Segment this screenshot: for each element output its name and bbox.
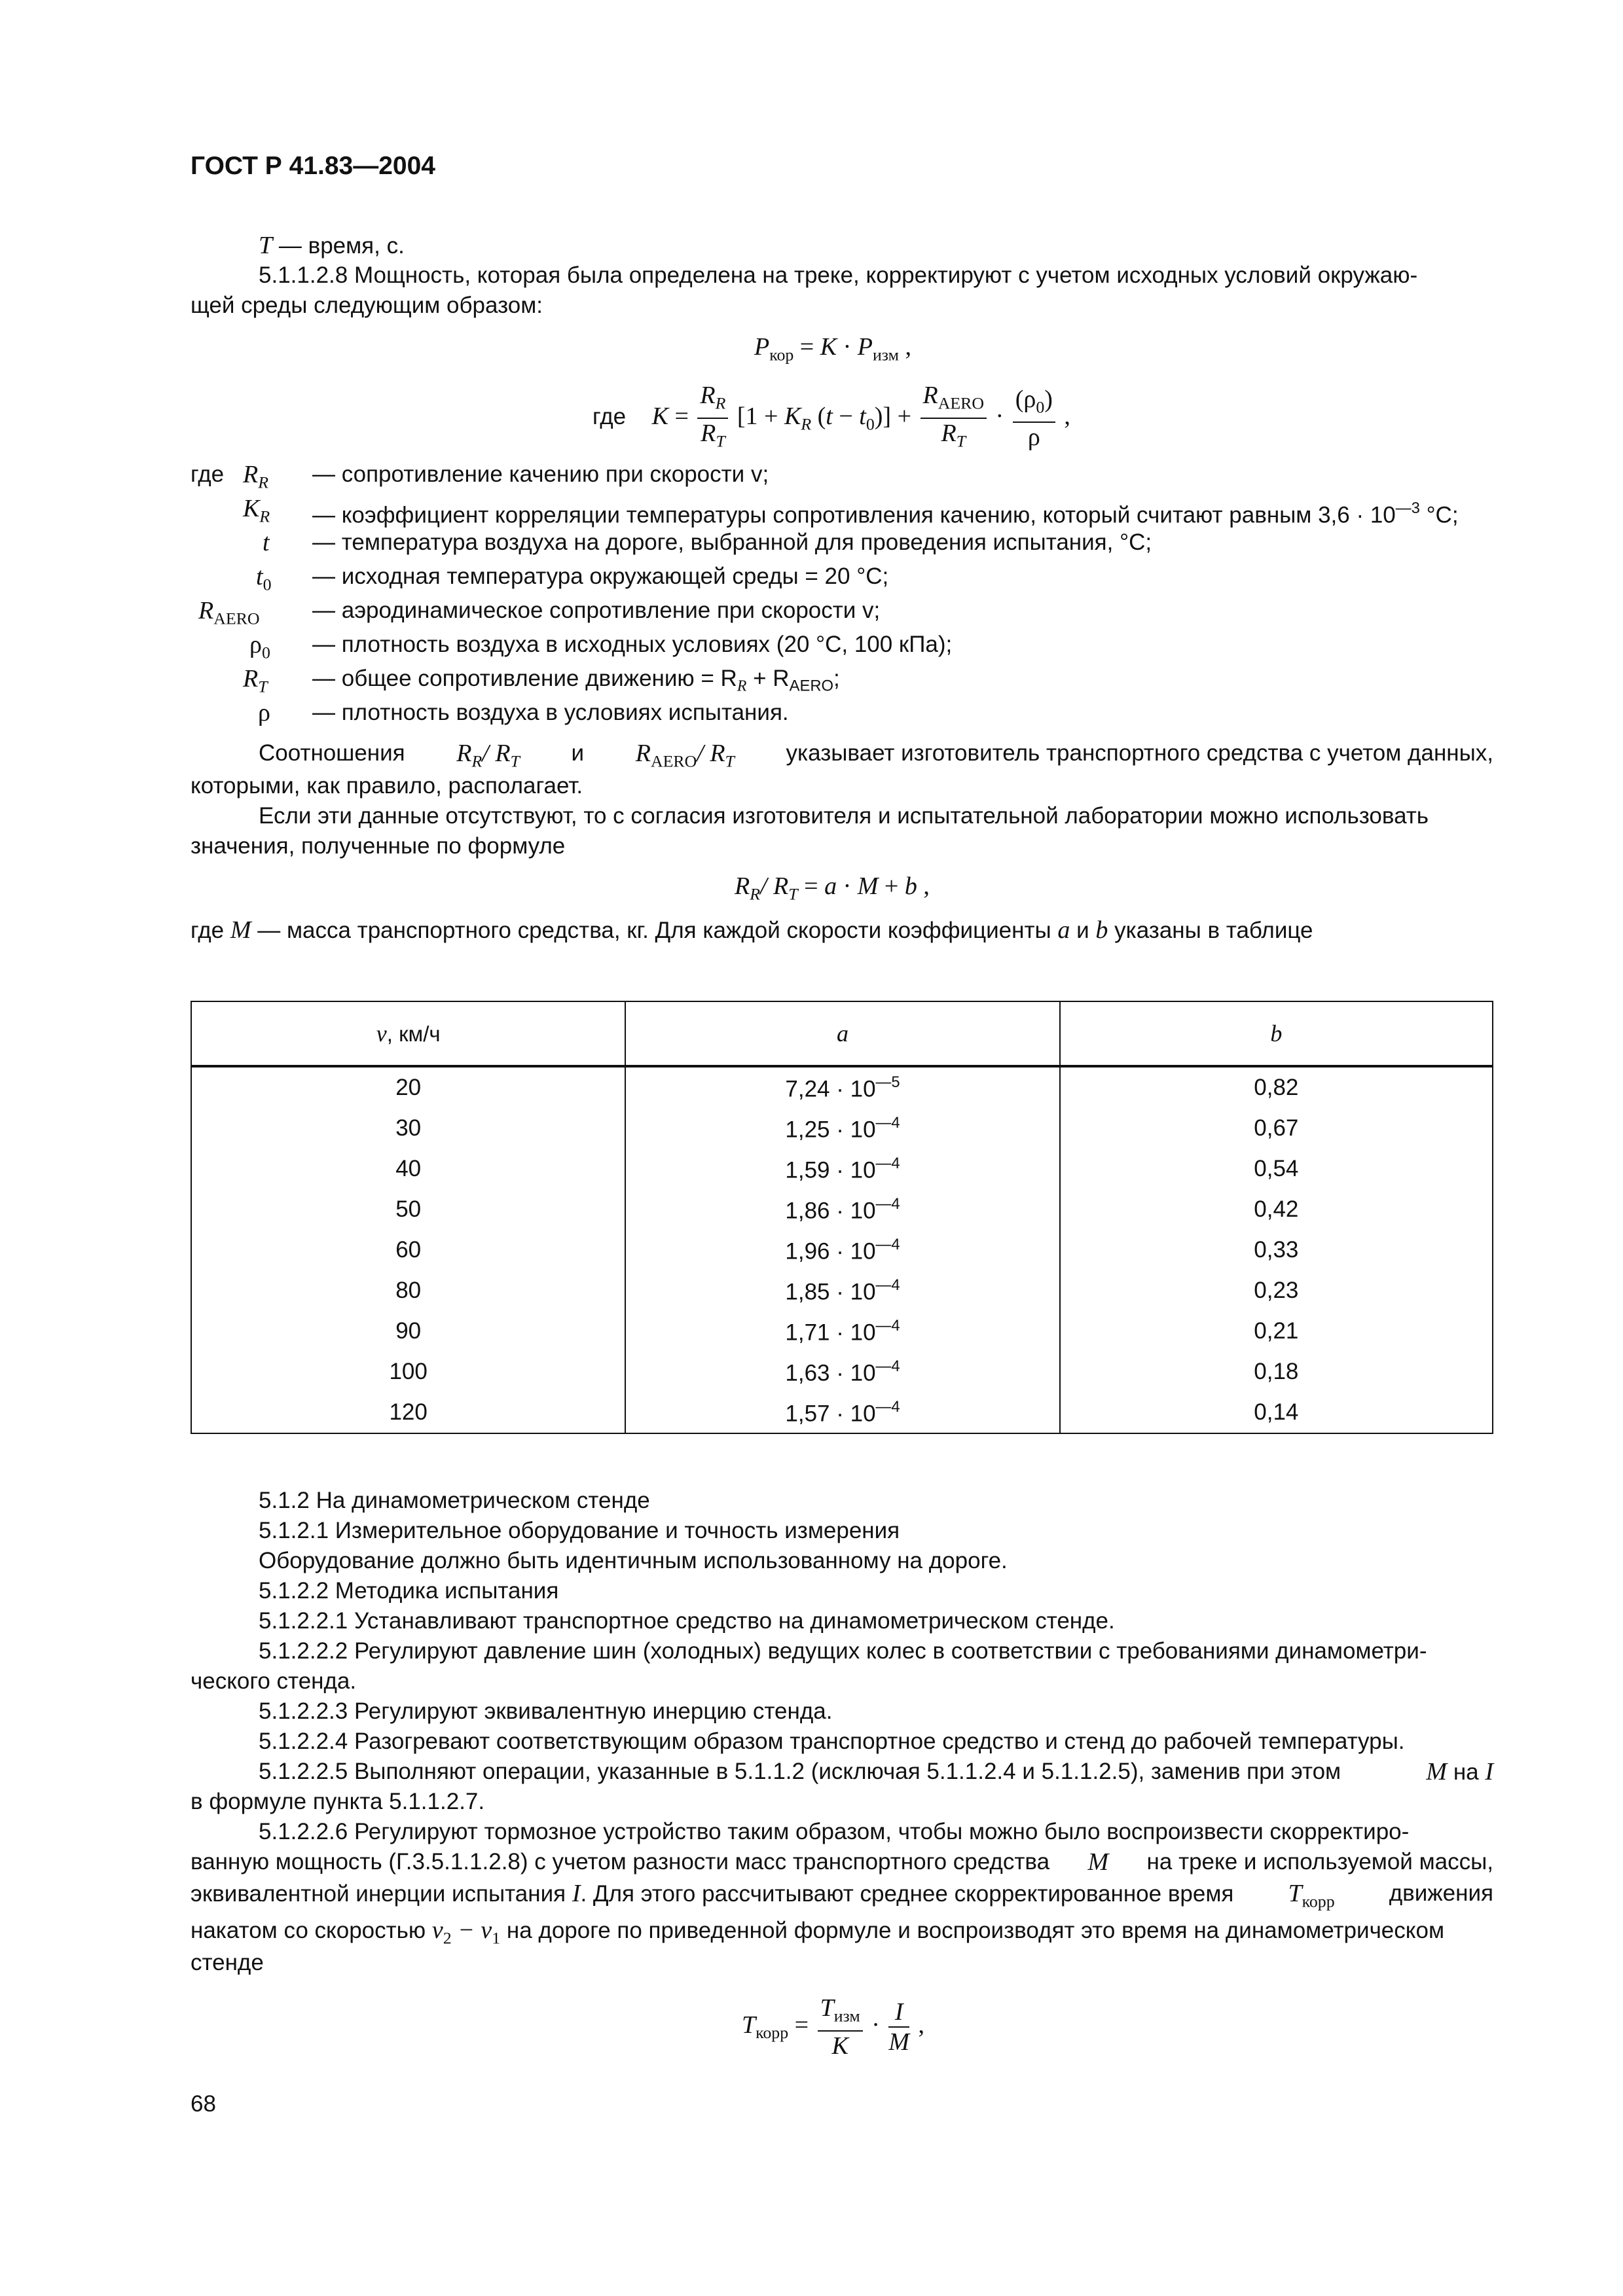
- formula-k-coefficient: где K = $\frac{R_R}{R_T}$ [$1 + K_R$ $(t - t_0)$] + $\frac{R_{AERO}}{R_T}$ · $\frac{(\rho_0)}{\rho}$ ,: [593, 382, 1070, 452]
- definition-rt-plus: + R: [753, 666, 790, 691]
- table-header-row: [191, 1001, 1493, 1066]
- section-5-1-2-2-1: 5.1.2.2.1 Устанавливают транспортное средство на динамометрическом стенде.: [259, 1608, 1115, 1634]
- definition-t-text: — температура воздуха на дороге, выбранной для проведения испытания, °С;: [312, 529, 1152, 555]
- table-row: [191, 1352, 1493, 1392]
- section-5-1-2-2-2-line1: 5.1.2.2.2 Регулируют давление шин (холодных) ведущих колес в соответствии с требованиями динамометри-: [259, 1638, 1427, 1664]
- table-cell-v: 90: [191, 1311, 625, 1352]
- section-5-1-2: 5.1.2 На динамометрическом стенде: [259, 1488, 650, 1513]
- symbol-kr: $K_R$: [243, 495, 270, 526]
- definition-rt-aero-sub: AERO: [789, 677, 834, 695]
- ratios-line-1: Соотношения $R_R/$ $R_T$ и $R_{AERO}/$ $R_T$ указывает изготовитель транспортного средства с учетом данных,: [259, 740, 1493, 771]
- definition-rr-text: — сопротивление качению при скорости v;: [312, 461, 769, 487]
- document-page: ГОСТ Р 41.83—2004 T — время, с. 5.1.1.2.8 Мощность, которая была определена на треке, корректируют с учетом исходных условий окружаю- щей среды следующим образом: $P_{кор} = K \cdot P_{изм}$ , где K = $\frac{R_R}{R_T}$ [$1 + K_R$ $(t - t_0)$] + $\frac{R_{AERO}}{R_T}$ · $\frac{(\rho_0)}{\rho}$ , где $R_R$ — сопротивление качению при скорости v; $K_R$ — коэффициент корреляции температуры сопротивления качению, который считают равным $3,6 \cdot 10^{—3}$ °С; t — температура воздуха на дороге, выбранной для проведения испытания, °С; $t_0$ — исходная температура окружающей среды = 20 °С; $R_{AERO}$ — аэродинамическое сопротивление при скорости v; $\rho_0$ — плотность воздуха в исходных условиях (20 °С, 100 кПа); $R_T$ — общее сопротивление движению = $R_R + R_{AERO}$; ρ — плотность воздуха в условиях испытания. Соотношения $R_R/$ $R_T$ и $R_{AERO}/$ $R_T$ указывает изготовитель транспортного средства с учетом данных, которыми, как правило, располагает. Если эти данные отсутствуют, то с согласия изготовителя и испытательной лаборатории можно использовать значения, полученные по формуле $R_R/$ $R_T = a \cdot M + b$ , где M — масса транспортного средства, кг. Для каждой скорости коэффициенты a и b указаны в таблице v, км/ч a b 20 $7,24 \cdot 10^{—5}$ 0,82 30 $1,25 \cdot 10^{—4}$ 0,67 40 $1,59 \cdot 10^{—4}$ 0,54 50 $1,86 \cdot 10^{—4}$ 0,42 60 $1,96 \cdot 10^{—4}$ 0,33 80 $1,85 \cdot 10^{—4}$ 0,23 90 $1,71 \cdot 10^{—4}$ 0,21 100 $1,63 \cdot 10^{—4}$ 0,18 120 $1,57 \cdot 10^{—4}$ 0,14 5.1.2 На динамометрическом стенде 5.1.2.1 Измерительное оборудование и точность измерения Оборудование должно быть идентичным использованному на дороге. 5.1.2.2 Методика испытания 5.1.2.2.1 Устанавливают транспортное средство на динамометрическом стенде. 5.1.2.2.2 Регулируют давление шин (холодных) ведущих колес в соответствии с требованиями динамометри- ческого стенда. 5.1.2.2.3 Регулируют эквивалентную инерцию стенда. 5.1.2.2.4 Разогревают соответствующим образом транспортное средство и стенд до рабочей температуры. 5.1.2.2.5 Выполняют операции, указанные в 5.1.1.2 (исключая 5.1.1.2.4 и 5.1.1.2.5), заменив при этом M на I в формуле пункта 5.1.1.2.7. 5.1.2.2.6 Регулируют тормозное устройство таким образом, чтобы можно было воспроизвести скорректиро- ванную мощность (Г.3.5.1.1.2.8) с учетом разности масс транспортного средства M на треке и используемой массы, эквивалентной инерции испытания I. Для этого рассчитывают среднее скорректированное время $T_{корр}$ движения накатом со скоростью $v_2 - v_1$ на дороге по приведенной формуле и воспроизводят это время на динамометрическом стенде $T_{корр}$ = $\frac{T_{изм}}{K}$ · $\frac{I}{M}$ , 68: [191, 152, 1493, 2117]
- table-cell-b: 0,54: [1060, 1149, 1493, 1189]
- definition-kr-text: — коэффициент корреляции температуры сопротивления качению, который считают равным 3,6 · 10: [312, 502, 1396, 528]
- symbol-rr: $R_R$: [243, 461, 268, 492]
- table-cell-a: $1,63 \cdot 10^{—4}$: [625, 1352, 1059, 1392]
- symbol-t: t: [263, 529, 270, 556]
- paragraph-5-1-1-2-8-line2: щей среды следующим образом:: [191, 293, 543, 318]
- section-5-1-2-2-6-line5: стенде: [191, 1950, 264, 1975]
- table-cell-a: $1,96 \cdot 10^{—4}$: [625, 1230, 1059, 1270]
- where-label: где: [593, 403, 627, 429]
- coefficients-table: [191, 1001, 1493, 1434]
- document-header: ГОСТ Р 41.83—2004: [191, 152, 435, 180]
- where-label-2: где: [191, 461, 225, 487]
- table-header-b: b: [1060, 1001, 1493, 1066]
- table-cell-b: 0,14: [1060, 1392, 1493, 1433]
- table-cell-v: 120: [191, 1392, 625, 1433]
- section-5-1-2-2: 5.1.2.2 Методика испытания: [259, 1578, 559, 1604]
- table-cell-a: $7,24 \cdot 10^{—5}$: [625, 1066, 1059, 1108]
- section-5-1-2-2-6-line1: 5.1.2.2.6 Регулируют тормозное устройство таким образом, чтобы можно было воспроизвести скорректиро-: [259, 1819, 1410, 1844]
- symbol-t0: $t_0$: [256, 563, 272, 594]
- definition-rho-text: — плотность воздуха в условиях испытания.: [312, 700, 789, 725]
- table-cell-b: 0,67: [1060, 1108, 1493, 1149]
- section-5-1-2-2-6-line3: эквивалентной инерции испытания I. Для этого рассчитывают среднее скорректированное время $T_{корр}$ движения: [191, 1880, 1493, 1911]
- table-cell-a: $1,59 \cdot 10^{—4}$: [625, 1149, 1059, 1189]
- table-cell-b: 0,33: [1060, 1230, 1493, 1270]
- table-row: [191, 1311, 1493, 1352]
- table-cell-a: $1,25 \cdot 10^{—4}$: [625, 1108, 1059, 1149]
- table-cell-v: 60: [191, 1230, 625, 1270]
- section-5-1-2-2-5-line1: 5.1.2.2.5 Выполняют операции, указанные в 5.1.1.2 (исключая 5.1.1.2.4 и 5.1.1.2.5), заменив при этом M на I: [259, 1758, 1493, 1785]
- table-row: [191, 1066, 1493, 1108]
- section-5-1-2-2-2-line2: ческого стенда.: [191, 1668, 357, 1694]
- table-cell-b: 0,42: [1060, 1189, 1493, 1230]
- table-row: [191, 1230, 1493, 1270]
- table-cell-v: 100: [191, 1352, 625, 1392]
- section-5-1-2-2-6-line4: накатом со скоростью $v_2 - v_1$ на дороге по приведенной формуле и воспроизводят это время на динамометрическом: [191, 1916, 1445, 1948]
- table-cell-a: $1,57 \cdot 10^{—4}$: [625, 1392, 1059, 1433]
- ratios-line-4: значения, полученные по формуле: [191, 833, 566, 859]
- symbol-rt: $R_T$: [243, 665, 268, 696]
- formula-ratio-linear: $R_R/$ $R_T = a \cdot M + b$ ,: [735, 872, 930, 904]
- section-5-1-2-2-5-line2: в формуле пункта 5.1.1.2.7.: [191, 1789, 485, 1814]
- page-number: 68: [191, 2091, 216, 2117]
- table-row: [191, 1270, 1493, 1311]
- definition-rho0-text: — плотность воздуха в исходных условиях (20 °С, 100 кПа);: [312, 632, 953, 657]
- section-5-1-2-2-6-line2: ванную мощность (Г.3.5.1.1.2.8) с учетом разности масс транспортного средства M на треке и используемой массы,: [191, 1848, 1493, 1876]
- table-cell-a: $1,86 \cdot 10^{—4}$: [625, 1189, 1059, 1230]
- table-row: [191, 1149, 1493, 1189]
- table-cell-v: 30: [191, 1108, 625, 1149]
- section-5-1-2-2-3: 5.1.2.2.3 Регулируют эквивалентную инерцию стенда.: [259, 1698, 833, 1724]
- ratios-line-3: Если эти данные отсутствуют, то с согласия изготовителя и испытательной лаборатории можно использовать: [259, 803, 1429, 829]
- table-row: [191, 1189, 1493, 1230]
- table-cell-v: 40: [191, 1149, 625, 1189]
- definition-rt-text: — общее сопротивление движению = R: [312, 666, 737, 691]
- table-header-a: a: [625, 1001, 1059, 1066]
- section-5-1-2-1: 5.1.2.1 Измерительное оборудование и точность измерения: [259, 1518, 900, 1543]
- table-cell-b: 0,23: [1060, 1270, 1493, 1311]
- table-cell-b: 0,18: [1060, 1352, 1493, 1392]
- t-definition-line: T — время, с.: [259, 232, 405, 259]
- table-cell-b: 0,21: [1060, 1311, 1493, 1352]
- definition-raero-text: — аэродинамическое сопротивление при скорости v;: [312, 598, 881, 623]
- formula-t-korr: $T_{корр}$ = $\frac{T_{изм}}{K}$ · $\frac{I}{M}$ ,: [742, 1994, 925, 2060]
- formula-power-correction: $P_{кор} = K \cdot P_{изм}$ ,: [754, 333, 911, 365]
- table-cell-b: 0,82: [1060, 1066, 1493, 1108]
- definition-kr-unit: °С;: [1426, 502, 1459, 528]
- ratios-line-2: которыми, как правило, располагает.: [191, 773, 583, 798]
- table-cell-a: $1,71 \cdot 10^{—4}$: [625, 1311, 1059, 1352]
- symbol-raero: $R_{AERO}$: [198, 597, 260, 628]
- table-cell-a: $1,85 \cdot 10^{—4}$: [625, 1270, 1059, 1311]
- definition-t0-text: — исходная температура окружающей среды = 20 °С;: [312, 564, 889, 589]
- section-5-1-2-2-4: 5.1.2.2.4 Разогревают соответствующим образом транспортное средство и стенд до рабочей температуры.: [259, 1729, 1405, 1754]
- table-cell-v: 50: [191, 1189, 625, 1230]
- definition-kr-exponent: —3: [1395, 499, 1420, 517]
- table-cell-v: 20: [191, 1066, 625, 1108]
- ratios-line-5: где M — масса транспортного средства, кг. Для каждой скорости коэффициенты a и b указаны в таблице: [191, 916, 1313, 944]
- symbol-rho: ρ: [258, 699, 270, 726]
- t-definition-text: — время, с.: [278, 233, 405, 259]
- table-row: [191, 1392, 1493, 1433]
- paragraph-5-1-1-2-8-line1: 5.1.1.2.8 Мощность, которая была определена на треке, корректируют с учетом исходных условий окружаю-: [259, 262, 1418, 288]
- section-equipment-note: Оборудование должно быть идентичным использованному на дороге.: [259, 1548, 1008, 1573]
- table-header-speed: v, км/ч: [191, 1001, 625, 1066]
- table-cell-v: 80: [191, 1270, 625, 1311]
- table-row: [191, 1108, 1493, 1149]
- symbol-rho0: $\rho_0$: [249, 631, 270, 662]
